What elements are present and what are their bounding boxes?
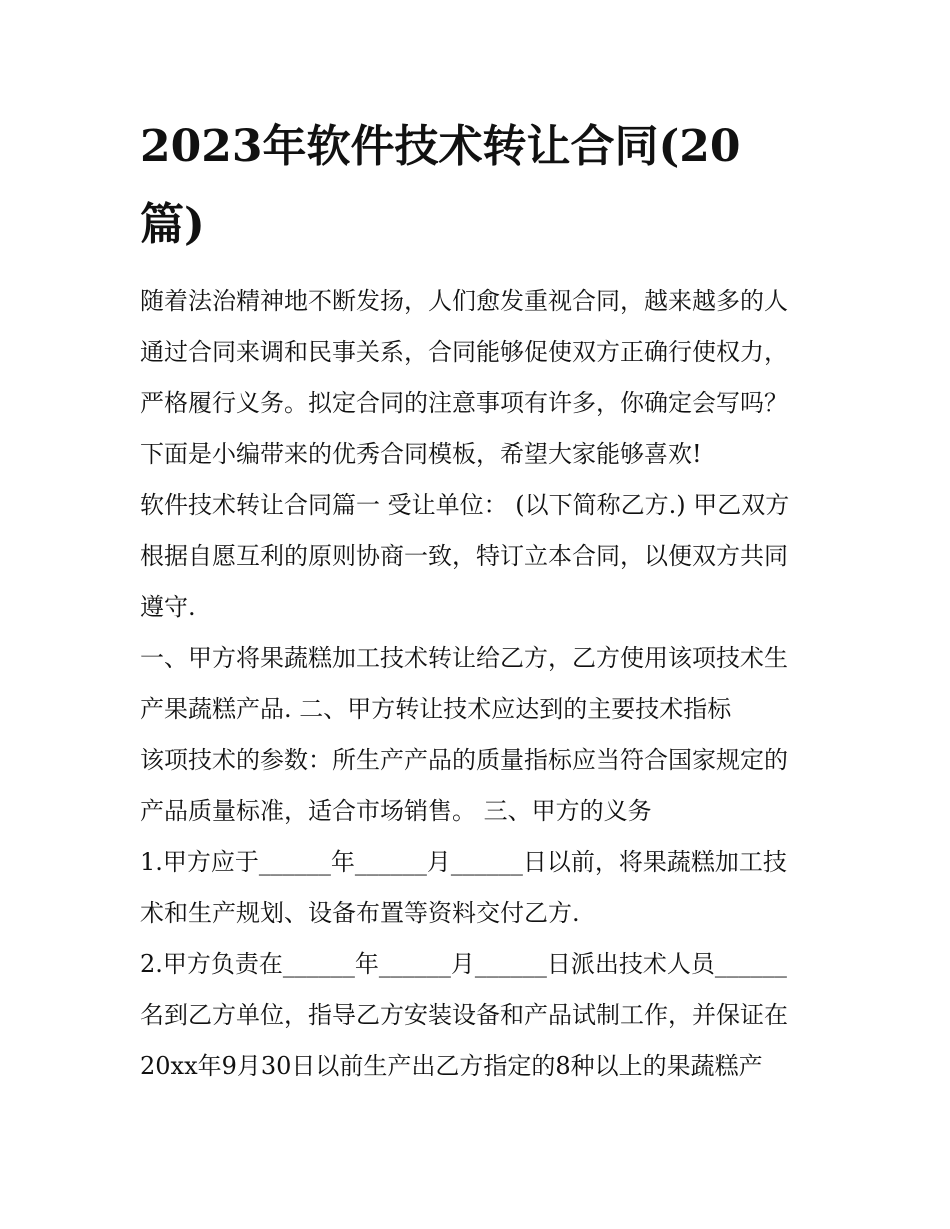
text-line: 遵守. bbox=[140, 593, 196, 621]
text-line: 术和生产规划、设备布置等资料交付乙方. bbox=[140, 899, 580, 927]
text-line: 严格履行义务。拟定合同的注意事项有许多，你确定会写吗？ bbox=[140, 389, 788, 417]
text-line: 产品质量标准，适合市场销售。 三、甲方的义务 bbox=[140, 797, 652, 825]
text-line: 软件技术转让合同篇一 受让单位： (以下简称乙方.) 甲乙双方 bbox=[140, 491, 790, 519]
text-line: 该项技术的参数：所生产产品的质量指标应当符合国家规定的 bbox=[140, 746, 788, 774]
text-line: 下面是小编带来的优秀合同模板，希望大家能够喜欢! bbox=[140, 440, 702, 468]
text-line: 根据自愿互利的原则协商一致，特订立本合同，以便双方共同 bbox=[140, 542, 788, 570]
text-line: 1.甲方应于______年______月______日以前，将果蔬糕加工技 bbox=[140, 848, 787, 876]
text-line: 一、甲方将果蔬糕加工技术转让给乙方，乙方使用该项技术生 bbox=[140, 644, 788, 672]
text-line: 产果蔬糕产品. 二、甲方转让技术应达到的主要技术指标 bbox=[140, 695, 732, 723]
text-line: 名到乙方单位，指导乙方安装设备和产品试制工作，并保证在 bbox=[140, 1001, 788, 1029]
title-line-1: 2023年软件技术转让合同(20 bbox=[140, 121, 741, 172]
document-title bbox=[140, 108, 820, 264]
text-line: 2.甲方负责在______年______月______日派出技术人员______ bbox=[140, 950, 787, 978]
document-body bbox=[140, 276, 830, 1092]
title-line-2: 篇) bbox=[140, 199, 205, 250]
text-line: 随着法治精神地不断发扬，人们愈发重视合同，越来越多的人 bbox=[140, 287, 788, 315]
text-line: 通过合同来调和民事关系，合同能够促使双方正确行使权力， bbox=[140, 338, 788, 366]
text-line: 20xx年9月30日以前生产出乙方指定的8种以上的果蔬糕产 bbox=[140, 1052, 763, 1080]
